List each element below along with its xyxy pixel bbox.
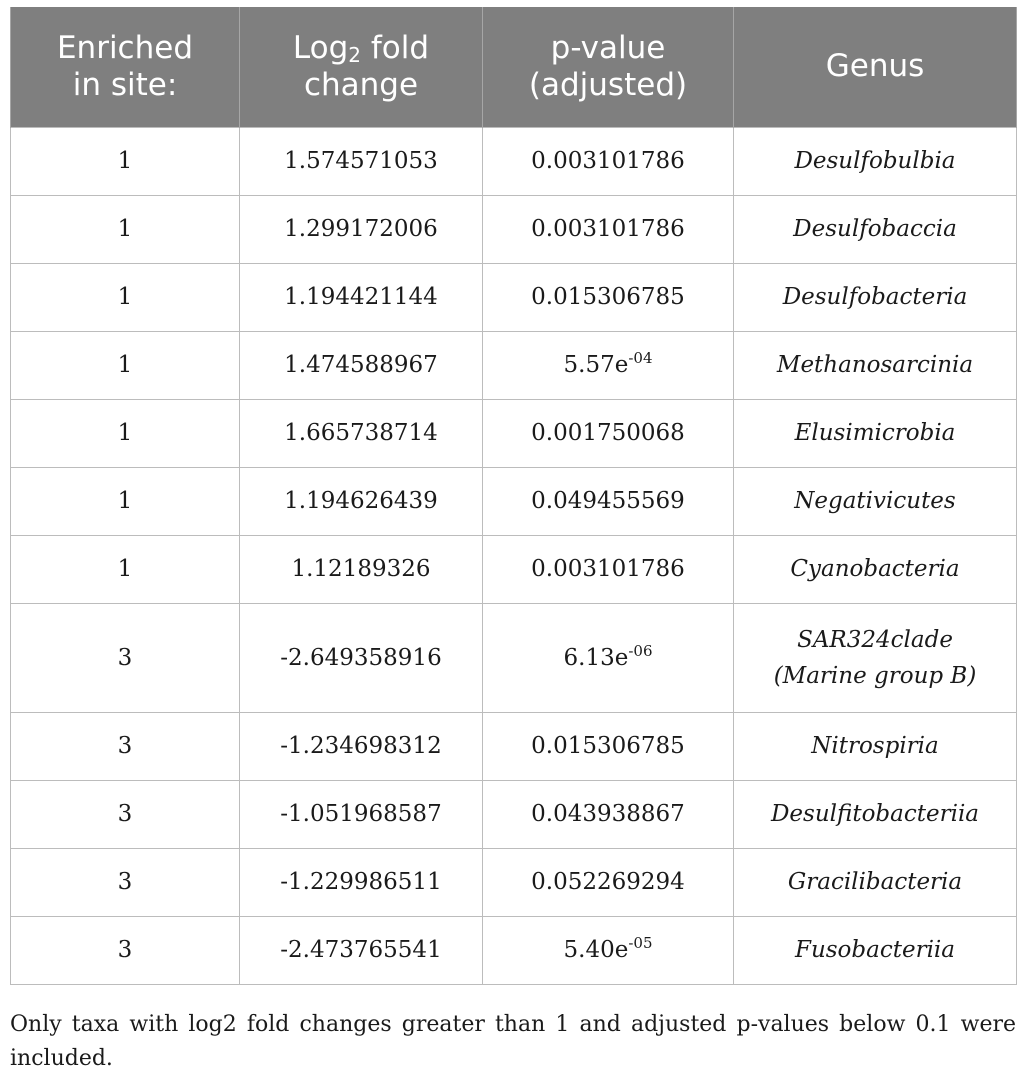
cell-p-value — [483, 331, 734, 399]
p-value-base: 0.052269294 — [531, 869, 685, 895]
cell-enriched-site: 3 — [11, 780, 240, 848]
cell-enriched-site: 1 — [11, 467, 240, 535]
genus-name-secondary: (Marine group B) — [773, 662, 977, 689]
cell-p-value — [483, 263, 734, 331]
header-log-text: Log — [292, 29, 349, 66]
p-value-exponent: -05 — [628, 934, 653, 952]
table-row — [11, 780, 1017, 848]
cell-enriched-site: 3 — [11, 712, 240, 780]
cell-log2-fold-change: -2.649358916 — [240, 603, 483, 712]
cell-log2-fold-change: 1.194626439 — [240, 467, 483, 535]
cell-log2-fold-change: 1.474588967 — [240, 331, 483, 399]
cell-log2-fold-change: 1.194421144 — [240, 263, 483, 331]
p-value-base: 5.40e — [563, 937, 629, 963]
table-row — [11, 127, 1017, 195]
cell-enriched-site: 1 — [11, 195, 240, 263]
cell-p-value — [483, 535, 734, 603]
table-row — [11, 467, 1017, 535]
header-p-value-line1: p-value — [550, 29, 666, 66]
cell-genus — [734, 916, 1017, 984]
cell-p-value — [483, 399, 734, 467]
genus-name: SAR324clade — [797, 626, 953, 653]
cell-genus — [734, 780, 1017, 848]
table-row — [11, 916, 1017, 984]
genus-name: Desulfitobacteriia — [770, 801, 980, 827]
genus-name: Elusimicrobia — [794, 420, 956, 446]
table-row — [11, 331, 1017, 399]
p-value-base: 5.57e — [563, 352, 629, 378]
cell-p-value — [483, 603, 734, 712]
table-row — [11, 712, 1017, 780]
genus-name: Gracilibacteria — [787, 869, 963, 895]
p-value-exponent: -04 — [628, 349, 653, 367]
genus-name: Desulfobaccia — [793, 216, 957, 242]
cell-enriched-site: 1 — [11, 535, 240, 603]
table-row — [11, 535, 1017, 603]
header-genus — [734, 7, 1017, 127]
genus-name: Fusobacteriia — [794, 937, 955, 963]
header-fold-text: fold — [361, 29, 430, 66]
cell-genus — [734, 331, 1017, 399]
table-footnote: Only taxa with log2 fold changes greater than 1 and adjusted p-values below 0.1 were included. — [10, 1012, 1016, 1071]
table-body — [11, 127, 1017, 984]
cell-p-value — [483, 848, 734, 916]
header-enriched-site — [11, 7, 240, 127]
cell-genus — [734, 848, 1017, 916]
header-enriched-site-line2: in site: — [72, 66, 178, 103]
cell-p-value — [483, 195, 734, 263]
header-p-value — [483, 7, 734, 127]
p-value-base: 0.003101786 — [531, 148, 685, 174]
cell-genus — [734, 712, 1017, 780]
table-row — [11, 848, 1017, 916]
genus-name: Desulfobulbia — [794, 148, 956, 174]
genus-name: Nitrospiria — [811, 733, 939, 759]
p-value-exponent: -06 — [628, 641, 653, 660]
table-row — [11, 263, 1017, 331]
cell-genus — [734, 263, 1017, 331]
header-row — [11, 7, 1017, 127]
p-value-base: 0.049455569 — [531, 488, 685, 514]
genus-name: Desulfobacteria — [782, 284, 968, 310]
p-value-base: 0.015306785 — [531, 733, 685, 759]
table-row — [11, 399, 1017, 467]
table-row — [11, 603, 1017, 712]
header-enriched-site-line1: Enriched — [56, 29, 194, 66]
genus-name: Negativicutes — [794, 488, 956, 514]
p-value-base: 0.003101786 — [531, 556, 685, 582]
cell-genus — [734, 603, 1017, 712]
p-value-base: 0.001750068 — [531, 420, 685, 446]
table-row — [11, 195, 1017, 263]
cell-enriched-site: 3 — [11, 603, 240, 712]
cell-genus — [734, 467, 1017, 535]
cell-log2-fold-change: 1.12189326 — [240, 535, 483, 603]
cell-p-value — [483, 712, 734, 780]
data-table-container — [10, 7, 1016, 985]
cell-enriched-site: 3 — [11, 848, 240, 916]
cell-genus — [734, 399, 1017, 467]
genus-name: Methanosarcinia — [776, 352, 974, 378]
cell-log2-fold-change: -1.051968587 — [240, 780, 483, 848]
cell-enriched-site: 3 — [11, 916, 240, 984]
p-value-base: 0.003101786 — [531, 216, 685, 242]
genus-name: Cyanobacteria — [790, 556, 960, 582]
p-value-base: 0.015306785 — [531, 284, 685, 310]
cell-log2-fold-change: -2.473765541 — [240, 916, 483, 984]
header-genus-label: Genus — [825, 48, 925, 85]
enrichment-table — [10, 7, 1017, 985]
cell-p-value — [483, 467, 734, 535]
p-value-base: 0.043938867 — [531, 801, 685, 827]
cell-enriched-site: 1 — [11, 399, 240, 467]
cell-enriched-site: 1 — [11, 263, 240, 331]
header-log2-fold-change — [240, 7, 483, 127]
table-header — [11, 7, 1017, 127]
cell-log2-fold-change: -1.234698312 — [240, 712, 483, 780]
cell-enriched-site: 1 — [11, 331, 240, 399]
header-log-subscript: 2 — [348, 42, 362, 67]
header-p-value-line2: (adjusted) — [528, 66, 688, 103]
cell-log2-fold-change: 1.665738714 — [240, 399, 483, 467]
cell-genus — [734, 195, 1017, 263]
cell-enriched-site: 1 — [11, 127, 240, 195]
header-log2-line1 — [246, 30, 476, 67]
cell-p-value — [483, 780, 734, 848]
cell-genus — [734, 535, 1017, 603]
cell-log2-fold-change: 1.299172006 — [240, 195, 483, 263]
cell-log2-fold-change: 1.574571053 — [240, 127, 483, 195]
cell-genus — [734, 127, 1017, 195]
cell-p-value — [483, 127, 734, 195]
cell-log2-fold-change: -1.229986511 — [240, 848, 483, 916]
cell-p-value — [483, 916, 734, 984]
header-log2-line2: change — [303, 66, 419, 103]
p-value-base: 6.13e — [563, 644, 629, 671]
